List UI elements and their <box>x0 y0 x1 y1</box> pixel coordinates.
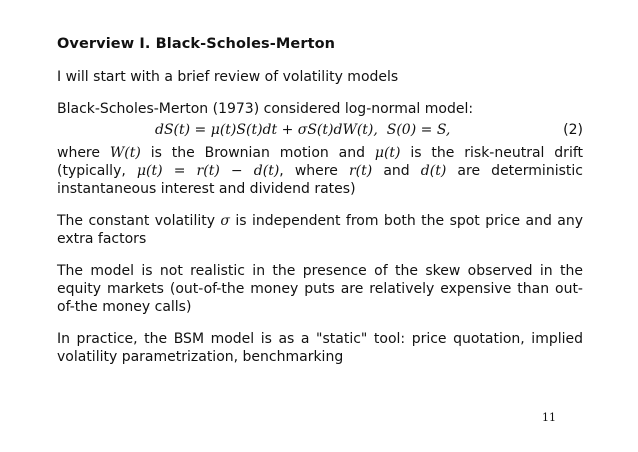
plus-sign: + <box>277 122 298 138</box>
practice-paragraph: In practice, the BSM model is as a "static" tool: price quotation, implied volatility parametrization, benchmarking <box>57 331 583 365</box>
bsm-intro-text: Black-Scholes-Merton (1973) considered log-normal model: <box>57 101 474 117</box>
sde-equation <box>57 120 583 142</box>
diffusion-term: σS(t)dW(t), <box>297 122 378 138</box>
page-number: 11 <box>542 411 556 424</box>
equals-sign: = <box>190 122 211 138</box>
where-paragraph: where W(t) is the Brownian motion and μ(t) is the risk-neutral drift (typically, μ(t) = r(t) − d(t), where r(t) and d(t) are deterministic instantaneous interest and dividend rates) <box>57 145 584 197</box>
drift-term: μ(t)S(t)dt <box>210 122 278 138</box>
constant-volatility-paragraph: The constant volatility σ is independent from both the spot price and any extra factors <box>57 213 583 247</box>
skew-paragraph: The model is not realistic in the presence of the skew observed in the equity markets (out-of-the money puts are relatively expensive than out-of-the money calls) <box>57 263 583 315</box>
equation-lhs: dS(t) <box>155 122 191 138</box>
equation-number: (2) <box>563 122 583 138</box>
slide-title: Overview I. Black-Scholes-Merton <box>57 36 336 52</box>
slide-body <box>57 36 583 380</box>
initial-condition-lhs: S(0) <box>386 122 417 138</box>
initial-condition-rhs: S, <box>436 122 451 138</box>
intro-text: I will start with a brief review of volatility models <box>57 69 399 85</box>
equation-body <box>155 122 450 138</box>
equals-sign-2: = <box>416 122 437 138</box>
